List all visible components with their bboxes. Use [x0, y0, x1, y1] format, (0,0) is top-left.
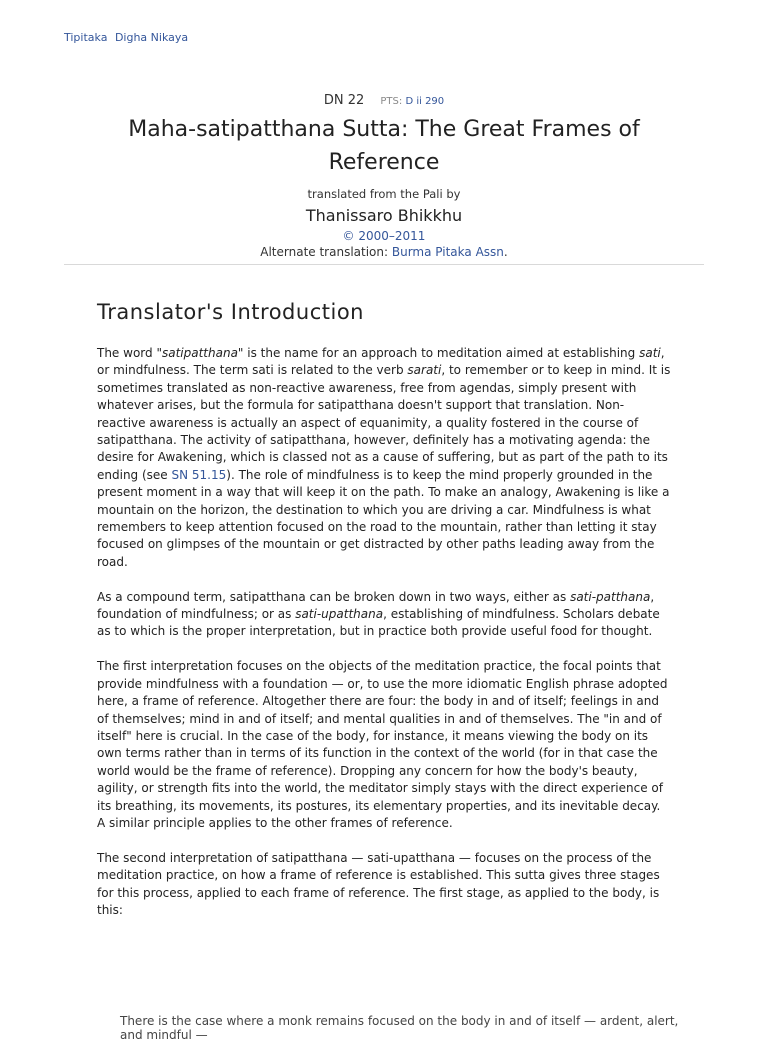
breadcrumb-link-digha-nikaya[interactable]: Digha Nikaya [114, 31, 189, 44]
page-title: Maha-satipatthana Sutta: The Great Frames of Reference [128, 117, 640, 175]
sutta-number: DN 22 [323, 93, 365, 108]
term-sati: sati [639, 346, 661, 360]
alternate-translation [0, 245, 768, 259]
section-heading: Translator's Introduction [97, 300, 364, 324]
text: The word [97, 346, 157, 360]
pts-link[interactable]: D ii 290 [405, 96, 445, 107]
sn-51-15-link[interactable]: SN 51.15 [171, 467, 227, 482]
text: , to remember or to keep in mind. It is sometimes translated as non-reactive awareness, free from agendas, simply present with whatever arises, but the formula for satipatthana doesn't support that translation. Non-reactive awareness is actually an aspect of equanimity, a quality fostered in the course of satipatthana. The activity of satipatthana, however, definitely has a motivating agenda: the desire for Awakening, which is classed not as a cause of suffering, but as part of the path to its ending (see [97, 363, 671, 482]
term-sati-upatthana: sati-upatthana [295, 607, 384, 622]
article-body [97, 345, 671, 937]
alternate-translation-link[interactable]: Burma Pitaka Assn [391, 245, 504, 259]
paragraph-2 [97, 589, 671, 641]
pts-label: PTS: [380, 96, 403, 107]
alternate-period: . [503, 245, 508, 259]
text: is the name for an approach to meditation aimed at establishing [243, 346, 640, 360]
paragraph-3: The first interpretation focuses on the objects of the meditation practice, the focal points that provide mindfulness with a foundation — or, to use the more idiomatic English phrase adopted here, a frame of reference. Altogether there are four: the body in and of itself; feelings in and of themselves; mind in and of itself; and mental qualities in and of themselves. The "in and of itself" here is crucial. In the case of the body, for instance, it means viewing the body on its own terms rather than in terms of its function in the context of the world (for in that case the world would be the frame of reference). Dropping any concern for how the body's beauty, agility, or strength fits into the world, the meditator simply stays with the direct experience of its breathing, its movements, its postures, its elementary properties, and its inevitable decay. A similar principle applies to the other frames of reference. [97, 659, 668, 830]
sutta-header [0, 93, 768, 259]
text: , or mindfulness. The term sati is related to the verb [97, 346, 665, 378]
paragraph-4: The second interpretation of satipatthana — sati-upatthana — focuses on the process of the meditation practice, on how a frame of reference is established. This sutta gives three stages for this process, applied to each frame of reference. The first stage, as applied to the body, is this: [97, 850, 660, 917]
text: , foundation of mindfulness; or as [97, 589, 655, 622]
sutta-reference [0, 93, 768, 108]
term-sarati: sarati [407, 363, 442, 378]
translated-by: translated from the Pali by [307, 187, 461, 201]
term-sati-patthana: sati-patthana [570, 589, 651, 604]
quoted-passage: There is the case where a monk remains focused on the body in and of itself — ardent, alert, and mindful — [120, 1014, 679, 1042]
breadcrumb [64, 31, 188, 44]
text: As a compound term, satipatthana can be broken down in two ways, either as [97, 589, 571, 604]
breadcrumb-link-tipitaka[interactable]: Tipitaka [64, 31, 108, 44]
paragraph-1 [97, 345, 671, 571]
alternate-label: Alternate translation: [260, 245, 389, 259]
text: , establishing of mindfulness. Scholars debate as to which is the proper interpretation, but in practice both provide useful food for thought. [97, 607, 660, 639]
copyright-link[interactable]: © 2000–2011 [342, 229, 426, 243]
text: ). The role of mindfulness is to keep the mind properly grounded in the present moment in a way that will keep it on the path. To make an analogy, Awakening is like a mountain on the horizon, the destination to which you are driving a car. Mindfulness is what remembers to keep attention focused on the road to the mountain, rather than letting it stay focused on glimpses of the mountain or get distracted by other paths leading away from the road. [97, 467, 670, 569]
author-name: Thanissaro Bhikkhu [305, 206, 463, 225]
pts-reference [380, 96, 444, 107]
divider [64, 264, 704, 265]
term-satipatthana: "satipatthana" [156, 346, 244, 360]
